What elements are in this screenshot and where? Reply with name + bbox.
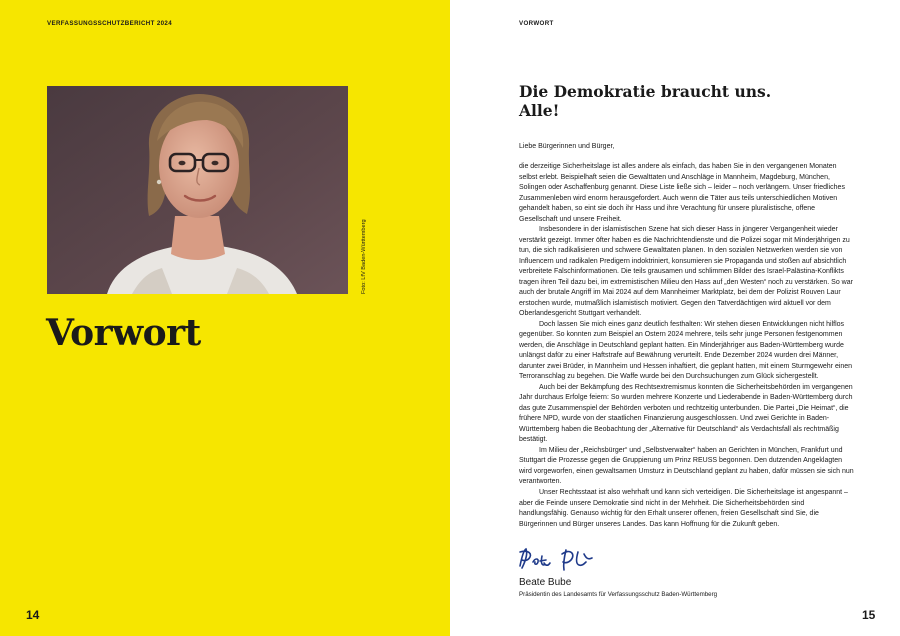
paragraph: Unser Rechtsstaat ist also wehrhaft und kann sich verteidigen. Die Sicherheitslage ist angespannt – aber die Feinde unsere Demokratie sind nicht in der Mehrheit. Die Sicherheitsbehörden sind handlungsfähig. Genauso wichtig für den Erhalt unserer offenen, freien Gesellschaft sind Sie, die Bürgerinnen und Bürger unseres Landes. Das kann Hoffnung für die Zukunft geben.: [519, 488, 848, 528]
page-title: Vorwort: [46, 312, 201, 354]
paragraph: Im Milieu der „Reichsbürger“ und „Selbstverwalter“ haben an Gerichten in München, Frankfurt und Stuttgart die Prozesse gegen die Gruppierung um Prinz REUSS begonnen. Den dutzenden Angeklagten wird vorgeworfen, einen gewaltsamen Umsturz in Deutschland geplant zu haben, dafür müssen sie sich nun verantworten.: [519, 446, 854, 486]
photo-credit: Foto: LfV Baden-Württemberg: [361, 219, 367, 294]
paragraph: Doch lassen Sie mich eines ganz deutlich festhalten: Wir stehen diesen Entwicklungen nicht hilflos gegenüber. So konnten zum Beispiel an Ostern 2024 mehrere, teils sehr junge Personen festgenommen werden, die Anschläge in Deutschland geplant hatten. Ein Minderjähriger aus Baden-Württemberg wurde unlängst dafür zu einer Haftstrafe auf Bewährung verurteilt. Ende Dezember 2024 wurden drei Männer, darunter zwei Brüder, in Mannheim und Hessen inhaftiert, die geplant hatten, mit einem Sturmgewehr einen Terroranschlag zu begehen. Die Waffe wurde bei den Durchsuchungen zum Glück sichergestellt.: [519, 320, 853, 381]
page-number-right: 15: [862, 608, 876, 622]
running-head-left: VERFASSUNGSSCHUTZBERICHT 2024: [47, 20, 172, 27]
paragraph: die derzeitige Sicherheitslage ist alles andere als einfach, das haben Sie in den vergangenen Monaten selbst erlebt. Beispielhaft seien die Gewalttaten und Anschläge in Mannheim, Magdeburg, München, Solingen oder Aschaffenburg genannt. Diese Liste ließe sich – leider – noch verlängern. Unser friedliches Zusammenleben wird enorm herausgefordert. Auch wenn die Täter aus teils unterschiedlichen Motiven gehandelt haben, so eint sie doch ihr Hass und ihre Verachtung für unsere pluralistische, offene Gesellschaft und unsere Freiheit.: [519, 163, 845, 223]
running-head-right: VORWORT: [519, 20, 554, 27]
handwritten-signature: [516, 544, 606, 574]
page-number-left: 14: [26, 608, 40, 622]
right-page: [450, 0, 900, 636]
portrait-illustration: [47, 86, 348, 294]
signature-role: Präsidentin des Landesamts für Verfassungsschutz Baden-Württemberg: [519, 591, 718, 598]
greeting: Liebe Bürgerinnen und Bürger,: [519, 143, 615, 150]
signature-name: Beate Bube: [519, 577, 572, 588]
paragraph: Auch bei der Bekämpfung des Rechtsextremismus konnten die Sicherheitsbehörden im vergangenen Jahr durchaus Erfolge feiern: So wurden mehrere Konzerte und Liederabende in Baden-Württemberg durch das gute Zusammenspiel der Behörden verboten und rechtzeitig unterbunden. Die Partei „Die Heimat“, die frühere NPD, wurde von der staatlichen Finanzierung ausgeschlossen. Und zwei Gerichte in Baden-Württemberg haben die Beobachtung der „Alternative für Deutschland“ als Verdachtsfall als rechtmäßig bestätigt.: [519, 383, 853, 444]
portrait-photo: [47, 86, 348, 294]
headline-line-2: Alle!: [519, 101, 560, 120]
body-text: [519, 162, 854, 530]
headline-line-1: Die Demokratie braucht uns.: [519, 82, 772, 101]
paragraph: Insbesondere in der islamistischen Szene hat sich dieser Hass in jüngerer Vergangenheit wieder verstärkt gezeigt. Immer öfter haben es die Nachrichtendienste und die Polizei sogar mit Minderjährigen zu tun, die sich radikalisieren und schwere Gewalttaten planen. In den sozialen Netzwerken werden sie von Influencern und radikalen Predigern indoktriniert, konsumieren sie Propaganda und stoßen auf absichtlich verbreitete Falschinformationen. Die teils grausamen und schlimmen Bilder des Israel-Palästina-Konflikts tragen ihren Teil dazu bei, im extremistischen Milieu den Hass auf „den Westen“ noch zu verstärken. So war auch der brutale Angriff im Mai 2024 auf dem Mannheimer Marktplatz, bei dem der Polizist Rouven Laur erstochen wurde, mutmaßlich islamistisch motiviert. Gegen den Tatverdächtigen wird aktuell vor dem Oberlandesgericht Stuttgart verhandelt.: [519, 226, 853, 318]
headline: [519, 82, 859, 120]
